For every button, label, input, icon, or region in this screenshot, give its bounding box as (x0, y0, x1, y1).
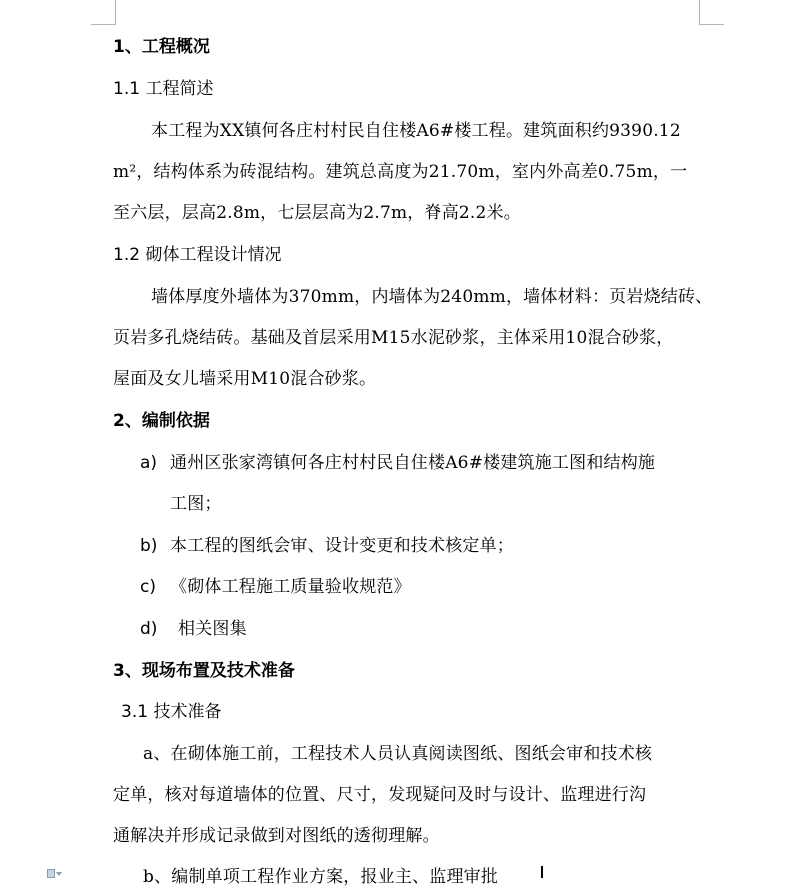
section-1-1-heading: 1.1 工程简述 (113, 79, 214, 99)
section-2-heading: 2、编制依据 (113, 411, 210, 431)
paragraph-line: a、在砌体施工前，工程技术人员认真阅读图纸、图纸会审和技术核 (143, 744, 653, 764)
page-margin-corner-top-left (91, 0, 116, 25)
section-1-2-heading: 1.2 砌体工程设计情况 (113, 245, 282, 265)
text-cursor (541, 866, 543, 878)
list-item-text: 通州区张家湾镇何各庄村村民自住楼A6#楼建筑施工图和结构施 (170, 453, 656, 473)
list-item-text: 本工程的图纸会审、设计变更和技术核定单； (170, 536, 514, 556)
paragraph-line: m²，结构体系为砖混结构。建筑总高度为21.70m，室内外高差0.75m，一 (113, 162, 688, 182)
paragraph-line: 墙体厚度外墙体为370mm，内墙体为240mm，墙体材料：页岩烧结砖、 (151, 287, 713, 307)
paragraph-line: 屋面及女儿墙采用M10混合砂浆。 (113, 369, 377, 389)
list-marker: c) (140, 577, 156, 597)
section-1-heading: 1、工程概况 (113, 37, 210, 57)
section-3-heading: 3、现场布置及技术准备 (113, 661, 295, 681)
list-item-text: 工图； (170, 494, 222, 514)
paragraph-line: 通解决并形成记录做到对图纸的透彻理解。 (113, 826, 440, 846)
paragraph-line: 至六层，层高2.8m，七层层高为2.7m，脊高2.2米。 (113, 203, 521, 223)
list-marker: b) (140, 536, 158, 556)
paragraph-line: 定单，核对每道墙体的位置、尺寸，发现疑问及时与设计、监理进行沟 (113, 785, 647, 805)
list-item-text: 相关图集 (178, 619, 247, 639)
paragraph-line: b、编制单项工程作业方案，报业主、监理审批 (143, 867, 499, 887)
list-item-text: 《砌体工程施工质量验收规范》 (170, 577, 411, 597)
page-margin-corner-top-right (699, 0, 724, 25)
paragraph-line: 页岩多孔烧结砖。基础及首层采用M15水泥砂浆，主体采用10混合砂浆， (113, 328, 674, 348)
list-marker: d) (140, 619, 158, 639)
section-3-1-heading: 3.1 技术准备 (121, 702, 222, 722)
paragraph-line: 本工程为XX镇何各庄村村民自住楼A6#楼工程。建筑面积约9390.12 (151, 121, 681, 141)
paragraph-options-icon[interactable] (47, 869, 59, 878)
list-marker: a) (140, 453, 158, 473)
